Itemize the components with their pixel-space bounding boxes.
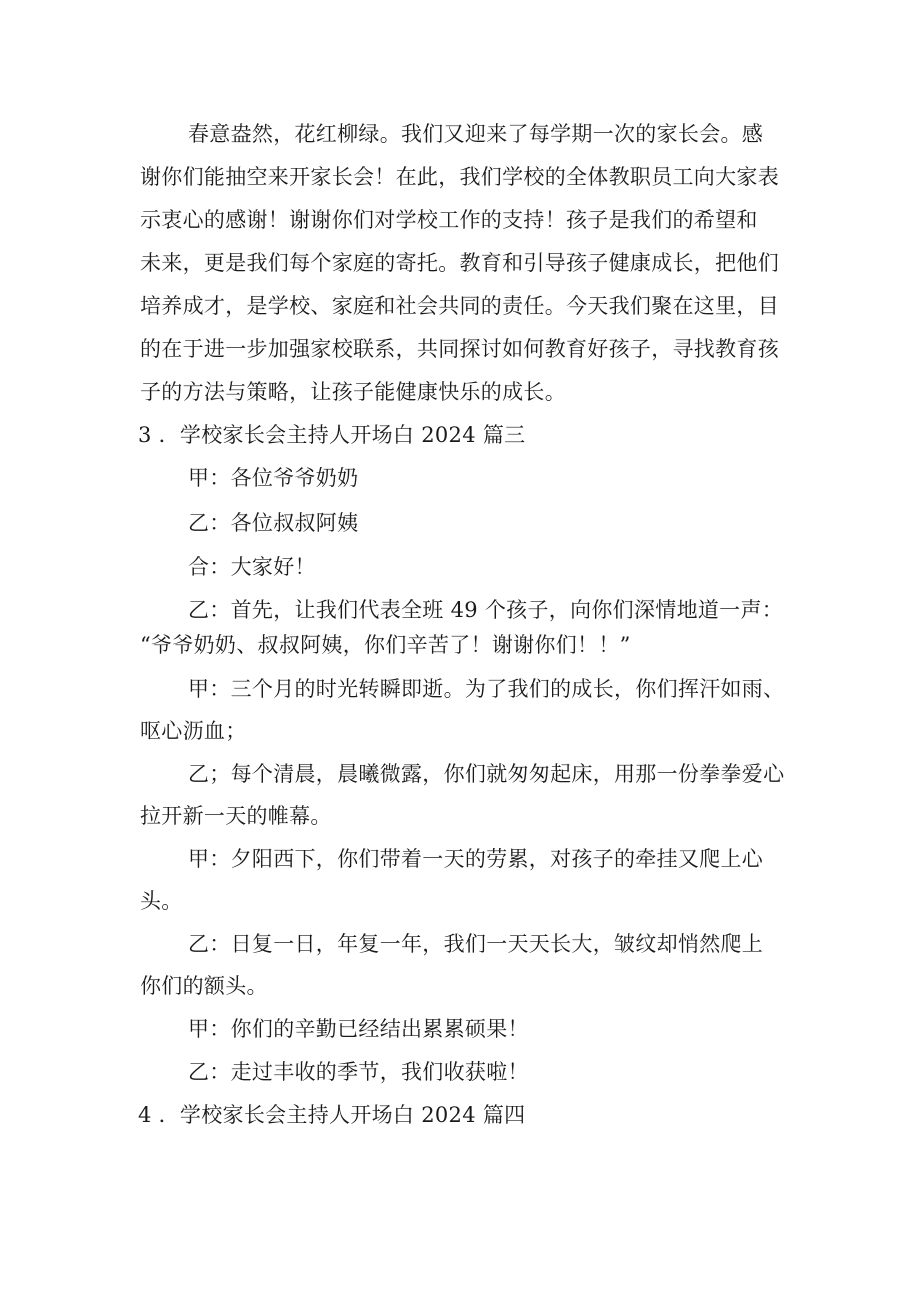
- intro-line: 示衷心的感谢！谢谢你们对学校工作的支持！孩子是我们的希望和: [140, 208, 758, 232]
- dialogue-line: 拉开新一天的帷幕。: [140, 804, 332, 828]
- dialogue-line: 甲：夕阳西下，你们带着一天的劳累，对孩子的牵挂又爬上心: [188, 847, 764, 871]
- dialogue-line: 乙：首先，让我们代表全班 49 个孩子，向你们深情地道一声：: [188, 598, 784, 622]
- section-heading-3: 3 ．学校家长会主持人开场白 2024 篇三: [138, 423, 526, 447]
- dialogue-line: “爷爷奶奶、叔叔阿姨，你们辛苦了！谢谢你们！！”: [140, 633, 631, 657]
- dialogue-line: 合：大家好！: [188, 555, 316, 579]
- dialogue-line: 甲：三个月的时光转瞬即逝。为了我们的成长，你们挥汗如雨、: [188, 677, 785, 701]
- dialogue-line: 乙：日复一日，年复一年，我们一天天长大，皱纹却悄然爬上: [188, 932, 764, 956]
- section-heading-4: 4 ．学校家长会主持人开场白 2024 篇四: [138, 1103, 526, 1127]
- dialogue-line: 头。: [140, 889, 183, 913]
- intro-line: 谢你们能抽空来开家长会！在此，我们学校的全体教职员工向大家表: [140, 165, 779, 189]
- intro-line: 未来，更是我们每个家庭的寄托。教育和引导孩子健康成长，把他们: [140, 251, 779, 275]
- dialogue-line: 乙：各位叔叔阿姨: [188, 511, 359, 535]
- dialogue-line: 乙；每个清晨，晨曦微露，你们就匆匆起床，用那一份拳拳爱心: [188, 762, 785, 786]
- dialogue-line: 甲：各位爷爷奶奶: [188, 466, 359, 490]
- intro-line: 春意盎然，花红柳绿。我们又迎来了每学期一次的家长会。感: [188, 122, 764, 146]
- dialogue-line: 呕心沥血；: [140, 719, 247, 743]
- intro-line: 子的方法与策略，让孩子能健康快乐的成长。: [140, 380, 566, 404]
- intro-line: 培养成才，是学校、家庭和社会共同的责任。今天我们聚在这里，目: [140, 294, 779, 318]
- intro-line: 的在于进一步加强家校联系，共同探讨如何教育好孩子，寻找教育孩: [140, 337, 779, 361]
- dialogue-line: 甲：你们的辛勤已经结出累累硕果！: [188, 1017, 529, 1041]
- dialogue-line: 你们的额头。: [140, 974, 268, 998]
- dialogue-line: 乙：走过丰收的季节，我们收获啦！: [188, 1060, 529, 1084]
